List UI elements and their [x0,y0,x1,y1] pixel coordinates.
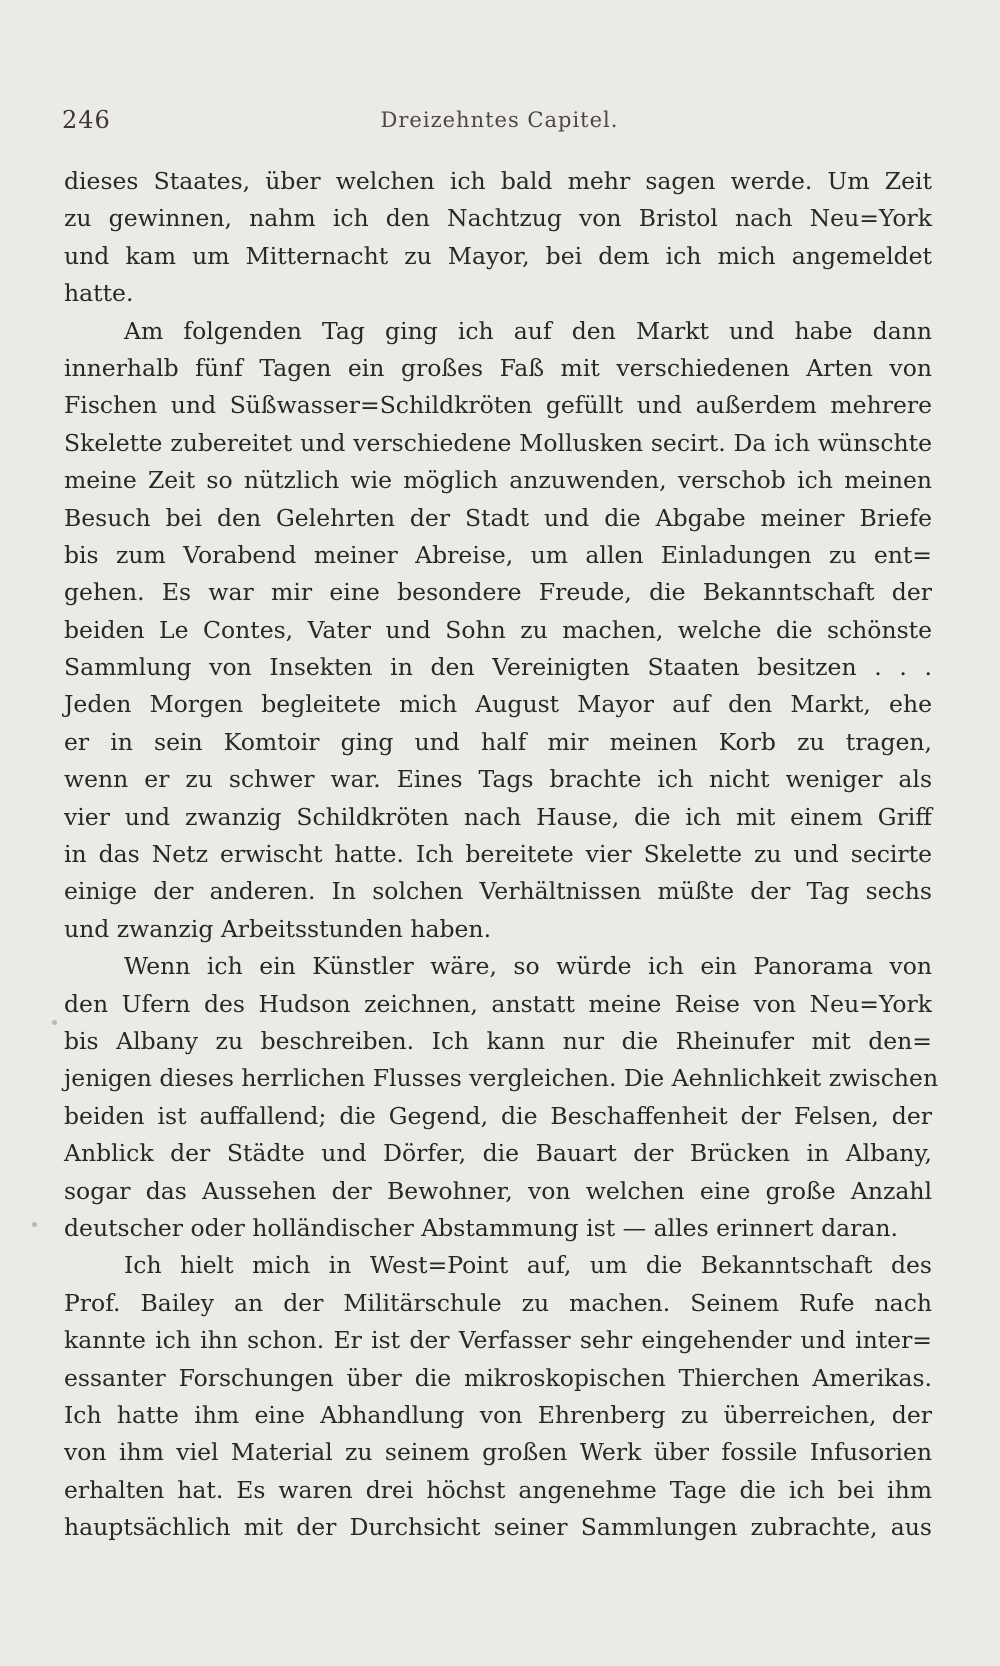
text-line: innerhalb fünf Tagen ein großes Faß mit verschiedenen Arten von [64,353,932,382]
text-line: bis Albany zu beschreiben. Ich kann nur die Rheinufer mit den= [64,1026,932,1055]
text-line: Ich hatte ihm eine Abhandlung von Ehrenberg zu überreichen, der [64,1400,932,1429]
text-line: deutscher oder holländischer Abstammung ist — alles erinnert daran. [64,1213,898,1242]
text-line: vier und zwanzig Schildkröten nach Hause, die ich mit einem Griff [64,802,932,831]
text-line: Sammlung von Insekten in den Vereinigten Staaten besitzen . . . [64,653,932,682]
paper-speck [32,1222,37,1227]
text-line: bis zum Vorabend meiner Abreise, um allen Einladungen zu ent= [64,540,932,569]
text-line: erhalten hat. Es waren drei höchst angenehme Tage die ich bei ihm [64,1475,932,1504]
text-line: er in sein Komtoir ging und half mir meinen Korb zu tragen, [64,727,932,756]
text-line: essanter Forschungen über die mikroskopischen Thierchen Amerikas. [64,1363,932,1392]
paragraph [64,313,932,949]
paragraph [64,948,939,1247]
paper-speck [52,1020,57,1025]
text-line: beiden Le Contes, Vater und Sohn zu machen, welche die schönste [64,615,932,644]
paragraph [64,1247,932,1546]
text-line: einige der anderen. In solchen Verhältnissen müßte der Tag sechs [64,877,932,906]
text-line: Skelette zubereitet und verschiedene Mollusken secirt. Da ich wünschte [64,428,932,457]
paragraph [64,163,932,313]
text-line: sogar das Aussehen der Bewohner, von welchen eine große Anzahl [64,1176,932,1205]
text-line: Prof. Bailey an der Militärschule zu machen. Seinem Rufe nach [64,1288,932,1317]
text-line: meine Zeit so nützlich wie möglich anzuwenden, verschob ich meinen [64,466,932,495]
text-line: Fischen und Süßwasser=Schildkröten gefüllt und außerdem mehrere [64,391,932,420]
text-line: hatte. [64,279,134,308]
text-line: und kam um Mitternacht zu Mayor, bei dem ich mich angemeldet [64,241,932,270]
text-line: dieses Staates, über welchen ich bald mehr sagen werde. Um Zeit [64,167,932,195]
text-line: zu gewinnen, nahm ich den Nachtzug von Bristol nach Neu=York [64,204,932,233]
text-line: Anblick der Städte und Dörfer, die Bauart der Brücken in Albany, [64,1139,932,1168]
text-line: den Ufern des Hudson zeichnen, anstatt meine Reise von Neu=York [64,989,932,1018]
page-number: 246 [62,106,111,134]
text-line: Wenn ich ein Künstler wäre, so würde ich ein Panorama von [124,952,932,981]
text-line: jenigen dieses herrlichen Flusses vergleichen. Die Aehnlichkeit zwischen [64,1064,939,1093]
text-line: und zwanzig Arbeitsstunden haben. [64,914,492,943]
body-text [64,163,939,1546]
text-line: Am folgenden Tag ging ich auf den Markt und habe dann [124,316,932,345]
text-line: wenn er zu schwer war. Eines Tags brachte ich nicht weniger als [64,765,932,794]
text-line: von ihm viel Material zu seinem großen Werk über fossile Infusorien [64,1438,932,1467]
text-line: beiden ist auffallend; die Gegend, die Beschaffenheit der Felsen, der [64,1101,932,1130]
text-line: in das Netz erwischt hatte. Ich bereitete vier Skelette zu und secirte [64,840,932,869]
text-line: kannte ich ihn schon. Er ist der Verfasser sehr eingehender und inter= [64,1326,932,1355]
text-line: hauptsächlich mit der Durchsicht seiner Sammlungen zubrachte, aus [64,1513,932,1542]
text-line: Ich hielt mich in West=Point auf, um die Bekanntschaft des [124,1251,932,1280]
page-header [62,106,937,140]
text-line: Jeden Morgen begleitete mich August Mayor auf den Markt, ehe [64,690,932,719]
running-title: Dreizehntes Capitel. [380,108,619,132]
text-line: gehen. Es war mir eine besondere Freude, die Bekanntschaft der [64,578,932,607]
text-line: Besuch bei den Gelehrten der Stadt und die Abgabe meiner Briefe [64,503,932,532]
